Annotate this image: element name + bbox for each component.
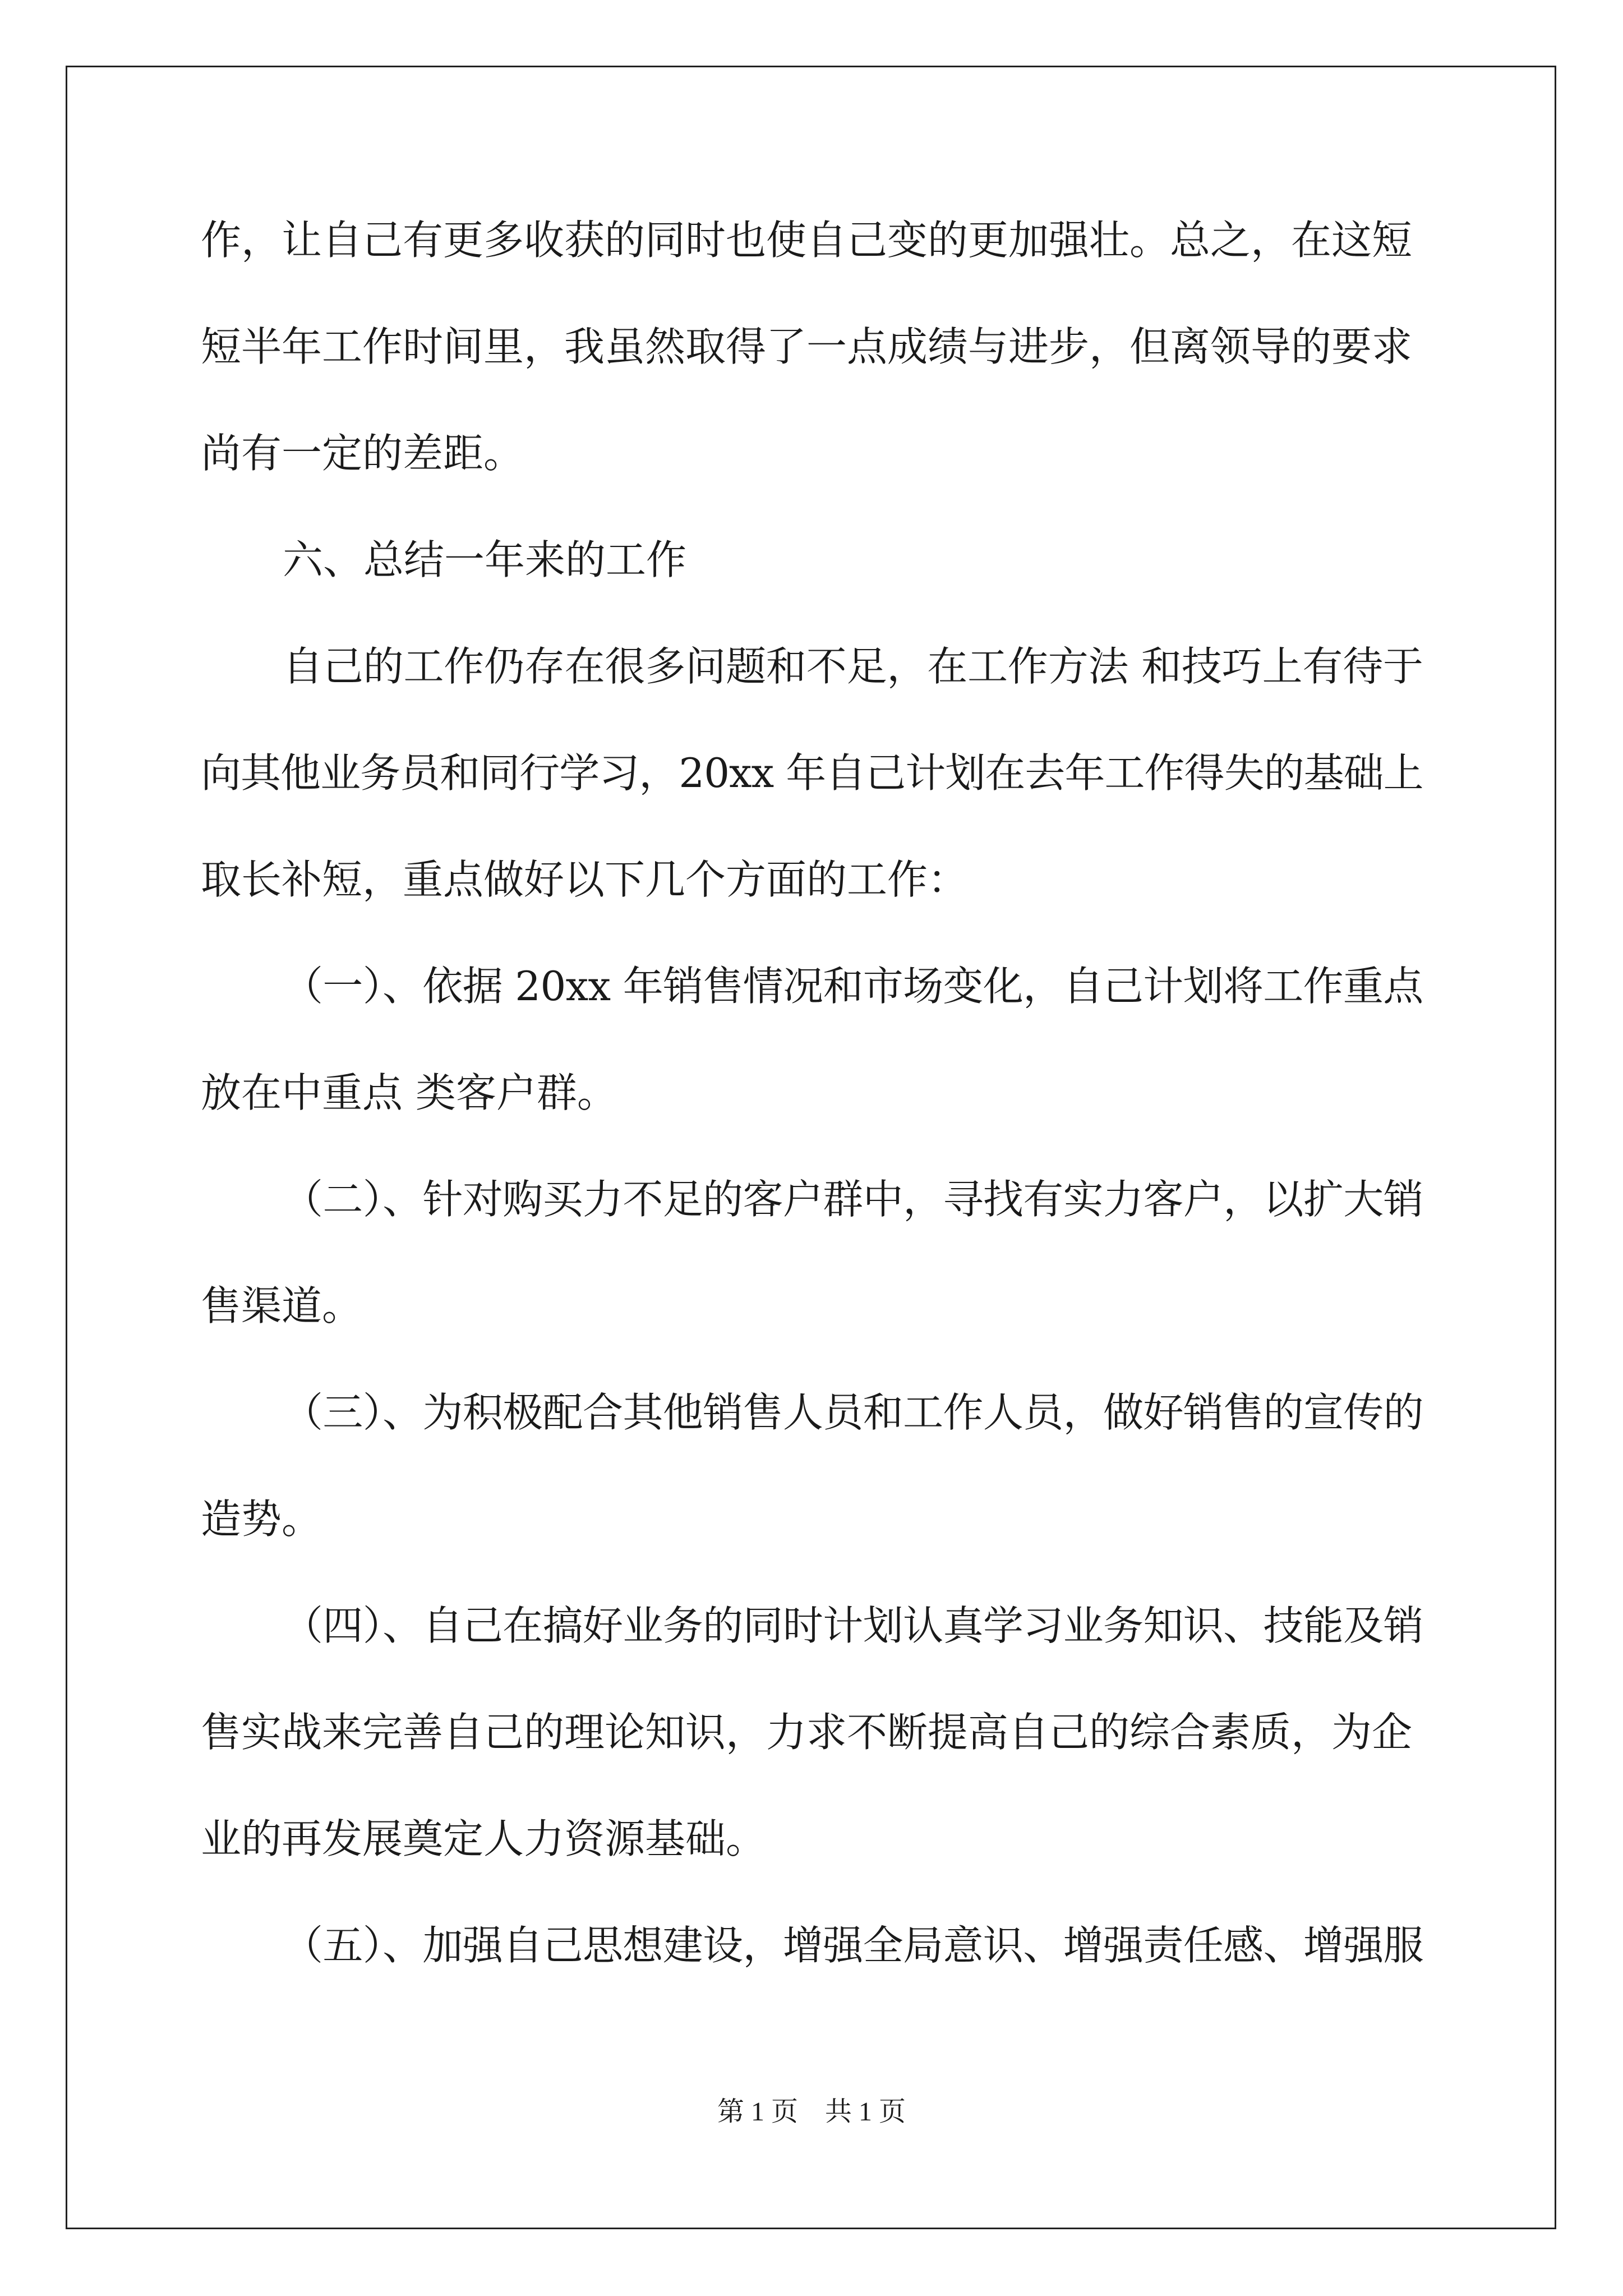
text-line: 售实战来完善自己的理论知识，力求不断提高自己的综合素质，为企 — [201, 1709, 1413, 1756]
list-item-2: （二）、针对购买力不足的客户群中，寻找有实力客户，以扩大销 — [283, 1176, 1424, 1223]
list-item-5: （五）、加强自己思想建设，增强全局意识、增强责任感、增强服 — [283, 1922, 1424, 1969]
text-line: 作，让自己有更多收获的同时也使自己变的更加强壮。总之，在这短 — [201, 217, 1413, 264]
page-footer: 第 1 页 共 1 页 — [717, 2097, 906, 2127]
text-line: 业的再发展奠定人力资源基础。 — [201, 1815, 767, 1862]
text-line: 造势。 — [201, 1496, 322, 1543]
page-border — [66, 66, 1556, 2229]
list-item-4: （四）、自己在搞好业务的同时计划认真学习业务知识、技能及销 — [283, 1602, 1424, 1649]
text-line: 自己的工作仍存在很多问题和不足，在工作方法 和技巧上有待于 — [283, 643, 1423, 690]
text-line: 售渠道。 — [201, 1282, 363, 1329]
text-line: 向其他业务员和同行学习，20xx 年自己计划在去年工作得失的基础上 — [201, 749, 1423, 797]
section-heading: 六、总结一年来的工作 — [283, 536, 687, 583]
text-line: 尚有一定的差距。 — [201, 430, 524, 477]
text-line: 放在中重点 类客户群。 — [201, 1069, 617, 1116]
text-line: 取长补短，重点做好以下几个方面的工作： — [201, 856, 969, 903]
list-item-3: （三）、为积极配合其他销售人员和工作人员，做好销售的宣传的 — [283, 1389, 1424, 1436]
list-item-1: （一）、依据 20xx 年销售情况和市场变化，自己计划将工作重点 — [283, 963, 1423, 1010]
text-line: 短半年工作时间里，我虽然取得了一点成绩与进步，但离领导的要求 — [201, 323, 1413, 370]
